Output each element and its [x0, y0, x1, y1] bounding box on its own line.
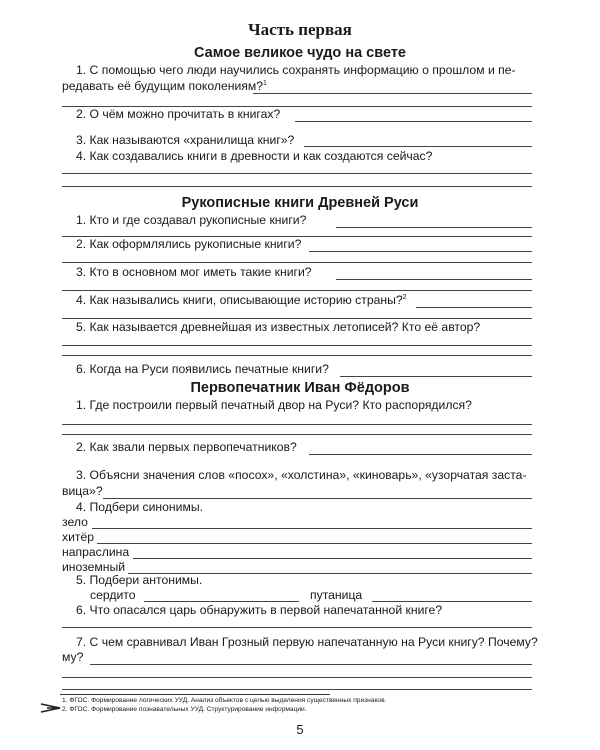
answer-line[interactable]: [372, 601, 532, 602]
answer-line[interactable]: [62, 677, 532, 678]
answer-line[interactable]: [416, 307, 532, 308]
answer-line[interactable]: [62, 424, 532, 425]
question-text: 4. Как назывались книги, описывающие историю страны?$^2$: [76, 293, 407, 307]
answer-line[interactable]: [336, 279, 532, 280]
question-text: 5. Подбери антонимы.: [76, 573, 203, 587]
question-text: 4. Как создавались книги в древности и как создаются сейчас?: [76, 149, 433, 163]
arrow-icon: [40, 701, 62, 719]
question-text: 1. Где построили первый печатный двор на Руси? Кто распорядился?: [76, 398, 472, 412]
question-text: 3. Объясни значения слов «посох», «холстина», «киноварь», «узорчатая заста-: [76, 468, 527, 482]
answer-line[interactable]: [62, 355, 532, 356]
answer-line[interactable]: [62, 434, 532, 435]
answer-line[interactable]: [62, 689, 532, 690]
answer-line[interactable]: [97, 543, 532, 544]
question-text: 5. Как называется древнейшая из известных летописей? Кто её автор?: [76, 320, 481, 334]
answer-line[interactable]: [62, 186, 532, 187]
question-text: му?: [62, 650, 84, 664]
synonym-word: зело: [62, 515, 88, 529]
synonym-word: хитёр: [62, 530, 95, 544]
answer-line[interactable]: [62, 318, 532, 319]
page-number: 5: [296, 722, 304, 737]
answer-line[interactable]: [62, 173, 532, 174]
answer-line[interactable]: [304, 146, 532, 147]
answer-line[interactable]: [62, 290, 532, 291]
answer-line[interactable]: [92, 528, 532, 529]
answer-line[interactable]: [340, 376, 532, 377]
footnote: 2. ФГОС. Формирование познавательных УУД. Структурирование информации.: [62, 706, 307, 713]
section-title: Рукописные книги Древней Руси: [181, 195, 419, 211]
answer-line[interactable]: [62, 262, 532, 263]
question-text: 2. Как оформлялись рукописные книги?: [76, 237, 302, 251]
section-title: Первопечатник Иван Фёдоров: [190, 380, 410, 396]
synonym-word: иноземный: [62, 560, 126, 574]
answer-line[interactable]: [90, 664, 532, 665]
footnote: 1. ФГОС. Формирование логических УУД. Анализ объектов с целью выделения существенных признаков.: [62, 697, 387, 704]
part-title: Часть первая: [248, 20, 352, 39]
footnote-divider: [60, 694, 330, 695]
question-text: 3. Кто в основном мог иметь такие книги?: [76, 265, 312, 279]
antonym-word: путаница: [310, 588, 363, 602]
answer-line[interactable]: [295, 121, 532, 122]
question-text: 1. Кто и где создавал рукописные книги?: [76, 213, 307, 227]
synonym-word: напраслина: [62, 545, 130, 559]
answer-line[interactable]: [309, 251, 532, 252]
question-text: 2. Как звали первых первопечатников?: [76, 440, 297, 454]
question-text: 3. Как называются «хранилища книг»?: [76, 133, 295, 147]
answer-line[interactable]: [133, 558, 532, 559]
answer-line[interactable]: [253, 93, 532, 94]
answer-line[interactable]: [62, 345, 532, 346]
question-text: 7. С чем сравнивал Иван Грозный первую напечатанную на Руси книгу? Почему?: [76, 635, 538, 649]
section-title: Самое великое чудо на свете: [193, 45, 406, 61]
question-text: 6. Что опасался царь обнаружить в первой напечатанной книге?: [76, 603, 443, 617]
question-text: 6. Когда на Руси появились печатные книги?: [76, 362, 329, 376]
antonym-word: сердито: [90, 588, 136, 602]
answer-line[interactable]: [62, 627, 532, 628]
question-text: 4. Подбери синонимы.: [76, 500, 203, 514]
answer-line[interactable]: [336, 227, 532, 228]
answer-line[interactable]: [103, 498, 532, 499]
question-text: редавать её будущим поколениям?$^1$: [62, 79, 267, 93]
question-text: 1. С помощью чего люди научились сохранять информацию о прошлом и пе-: [76, 63, 516, 77]
question-text: 2. О чём можно прочитать в книгах?: [76, 107, 281, 121]
answer-line[interactable]: [309, 454, 532, 455]
question-text: вица»?: [62, 484, 103, 498]
answer-line[interactable]: [144, 601, 299, 602]
